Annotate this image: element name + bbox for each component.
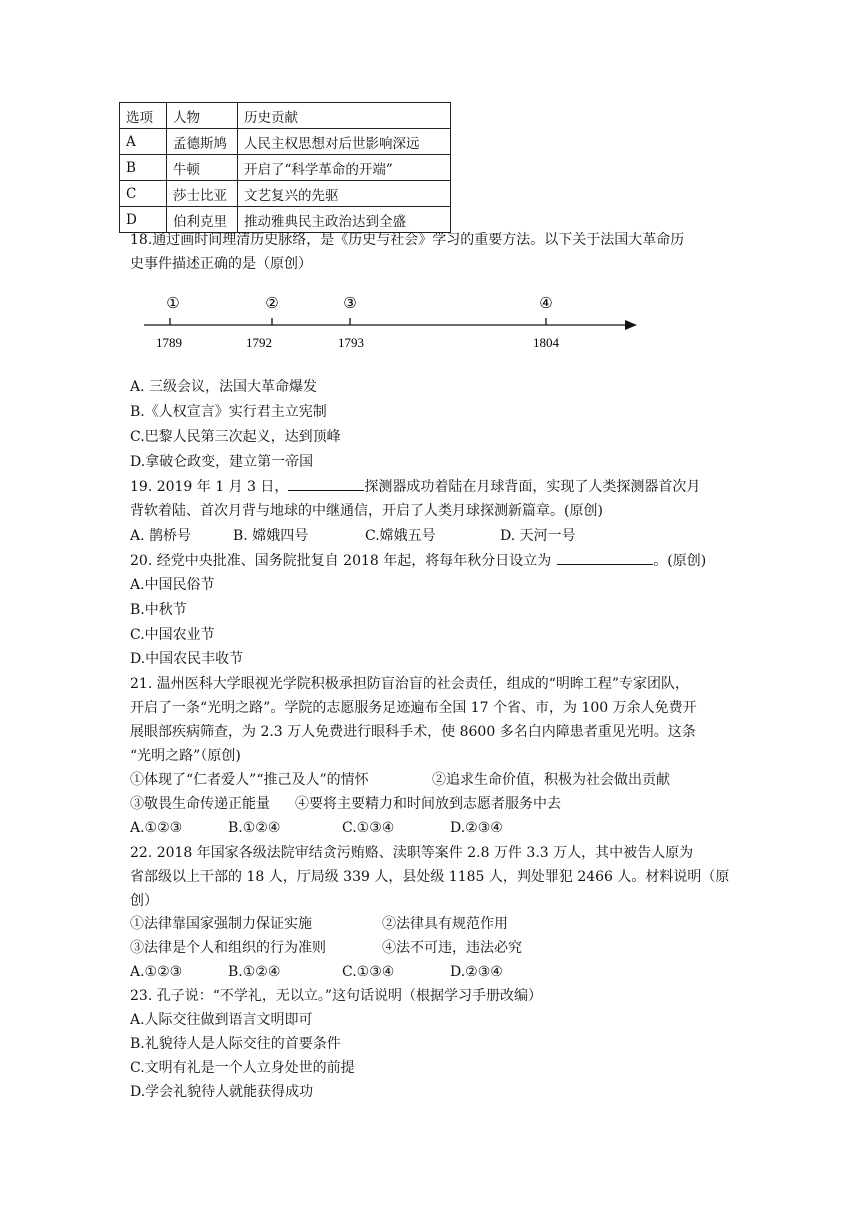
q22-statement-4: ④法不可违，违法必究 [382,940,522,956]
q21-line4: “光明之路”（原创) [130,748,241,764]
q22-statement-1: ①法律靠国家强制力保证实施 [130,916,312,932]
q19-stem-post: 探测器成功着陆在月球背面，实现了人类探测器首次月 [364,479,701,495]
q19-option-d: D. 天河一号 [500,528,576,544]
table-row [120,155,451,181]
q23-stem: 23. 孔子说：“不学礼，无以立。”这句话说明（根据学习手册改编） [130,988,543,1004]
q22-option-d: D.②③④ [450,964,503,980]
q19-option-c: C.嫦娥五号 [365,528,436,544]
q22-statement-3: ③法律是个人和组织的行为准则 [130,940,326,956]
table-cell: 选项 [120,103,167,129]
table-cell: 莎士比亚 [167,181,238,207]
q23-option-b: B.礼貌待人是人际交往的首要条件 [130,1036,341,1052]
q18-option-d: D.拿破仑政变，建立第一帝国 [130,454,314,470]
q20-option-a: A.中国民俗节 [130,577,215,593]
table-cell: 文艺复兴的先驱 [238,181,451,207]
timeline-year: 1789 [156,335,182,350]
q21-option-d: D.②③④ [450,820,503,836]
timeline-year: 1792 [246,335,272,350]
q21-option-b: B.①②④ [228,820,281,836]
q21-line1: 21. 温州医科大学眼视光学院积极承担防盲治盲的社会责任，组成的“明眸工程”专家团队， [130,676,690,692]
q18-stem-line2: 史事件描述正确的是（原创） [130,256,312,272]
q22-statement-2: ②法律具有规范作用 [382,916,508,932]
q18-option-b: B.《人权宣言》实行君主立宪制 [130,404,327,420]
timeline-arrow [625,320,637,330]
table-cell: C [120,181,167,207]
q20-stem-post: 。(原创) [653,553,707,569]
table-cell: 孟德斯鸠 [167,129,238,155]
q19-stem-line1 [130,476,700,498]
table-cell: 人物 [167,103,238,129]
q22-line3: 创） [130,893,158,909]
q19-stem-pre: 19. 2019 年 1 月 3 日， [130,479,289,495]
timeline-marker: ③ [343,294,357,312]
table-cell: 推动雅典民主政治达到全盛 [238,207,451,233]
timeline-marker: ④ [539,294,553,312]
q22-line1: 22. 2018 年国家各级法院审结贪污贿赂、渎职等案件 2.8 万件 3.3 万人，其中被告人原为 [130,845,694,861]
q20-option-d: D.中国农民丰收节 [130,651,244,667]
q18-option-a: A. 三级会议，法国大革命爆发 [130,379,318,395]
q19-stem-line2: 背软着陆、首次月背与地球的中继通信，开启了人类月球探测新篇章。(原创) [130,503,603,519]
timeline-year: 1793 [338,335,364,350]
q21-line2: 开启了一条“光明之路”。学院的志愿服务足迹遍布全国 17 个省、市，为 100 万余人免费开 [130,700,697,716]
table-cell: D [120,207,167,233]
timeline-year: 1804 [533,335,559,350]
q18-option-c: C.巴黎人民第三次起义，达到顶峰 [130,429,341,445]
table-cell: A [120,129,167,155]
q21-statement-2: ②追求生命价值，积极为社会做出贡献 [432,772,670,788]
q23-option-c: C.文明有礼是一个人立身处世的前提 [130,1060,355,1076]
q22-option-a: A.①②③ [130,964,183,980]
q21-statement-3: ③敬畏生命传递正能量 [130,796,270,812]
table-row [120,129,451,155]
q19-option-b: B. 嫦娥四号 [233,528,309,544]
table-cell: 伯利克里 [167,207,238,233]
q20-stem-pre: 20. 经党中央批准、国务院批复自 2018 年起，将每年秋分日设立为 [130,553,552,569]
q20-stem [130,550,706,572]
q21-option-a: A.①②③ [130,820,183,836]
table-cell: B [120,155,167,181]
q21-line3: 展眼部疾病筛查，为 2.3 万人免费进行眼科手术，使 8600 多名白内障患者重见光明。这条 [130,724,696,740]
table-cell: 牛顿 [167,155,238,181]
q20-option-c: C.中国农业节 [130,627,215,643]
table-row [120,103,451,129]
answer-blank [288,476,364,491]
q23-option-d: D.学会礼貌待人就能获得成功 [130,1084,314,1100]
q22-option-c: C.①③④ [342,964,395,980]
q21-option-c: C.①③④ [342,820,395,836]
q23-option-a: A.人际交往做到语言文明即可 [130,1012,313,1028]
q20-option-b: B.中秋节 [130,602,187,618]
q22-option-b: B.①②④ [228,964,281,980]
q19-option-a: A. 鹊桥号 [130,528,192,544]
timeline-marker: ① [166,294,180,312]
table-row [120,181,451,207]
table-cell: 历史贡献 [238,103,451,129]
answer-blank [557,550,653,565]
table-cell: 人民主权思想对后世影响深远 [238,129,451,155]
table-cell: 开启了“科学革命的开端” [238,155,451,181]
q18-stem-line1: 18.通过画时间理清历史脉络，是《历史与社会》学习的重要方法。以下关于法国大革命历 [130,232,685,248]
timeline-marker: ② [265,294,279,312]
q22-line2: 省部级以上干部的 18 人，厅局级 339 人，县处级 1185 人，判处罪犯 2466 人。材料说明（原 [130,869,730,885]
q21-statement-1: ①体现了“仁者爱人”“推己及人”的情怀 [130,772,369,788]
options-table [119,102,451,233]
timeline-diagram [0,285,660,355]
q21-statement-4: ④要将主要精力和时间放到志愿者服务中去 [295,796,561,812]
